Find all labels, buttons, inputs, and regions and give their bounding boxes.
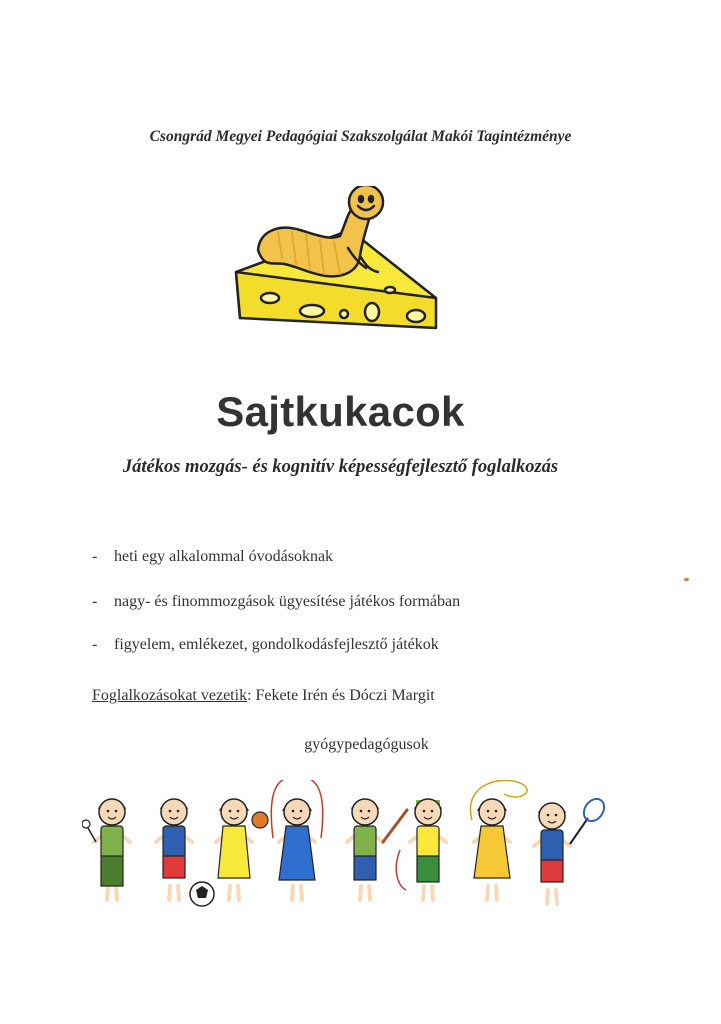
children-playing-illustration [82, 780, 612, 915]
leaders-line [92, 687, 435, 705]
list-item [92, 636, 439, 654]
organization-name: Csongrád Megyei Pedagógiai Szakszolgálat Makói Tagintézménye [149, 128, 572, 145]
bullet-text: heti egy alkalommal óvodásoknak [114, 548, 334, 565]
page-subtitle: Játékos mozgás- és kognitív képességfejlesztő foglalkozás [122, 457, 559, 477]
leaders-label: Foglalkozásokat vezetik [92, 687, 248, 704]
child-icon [347, 799, 407, 900]
bullet-dash: - [92, 548, 98, 565]
leaders-separator: : [247, 687, 252, 704]
list-item [92, 548, 333, 566]
bullet-dash: - [92, 636, 98, 653]
child-icon [470, 780, 527, 900]
leaders-role: gyógypedagógusok [304, 736, 429, 753]
scan-speck [684, 578, 689, 581]
cheese-worm-illustration [230, 186, 442, 346]
list-item [92, 593, 460, 611]
leaders-names: Fekete Irén és Dóczi Margit [251, 687, 435, 704]
page-title: Sajtkukacok [216, 388, 465, 435]
worm-icon [258, 186, 383, 276]
bullet-text: nagy- és finommozgások ügyesítése játékos formában [114, 593, 461, 610]
child-icon [156, 799, 214, 906]
child-icon [534, 795, 608, 904]
bullet-dash: - [92, 593, 98, 610]
child-icon [271, 780, 322, 900]
child-icon [82, 799, 130, 900]
bullet-text: figyelem, emlékezet, gondolkodásfejlesztő játékok [114, 636, 439, 653]
child-icon [216, 799, 268, 900]
